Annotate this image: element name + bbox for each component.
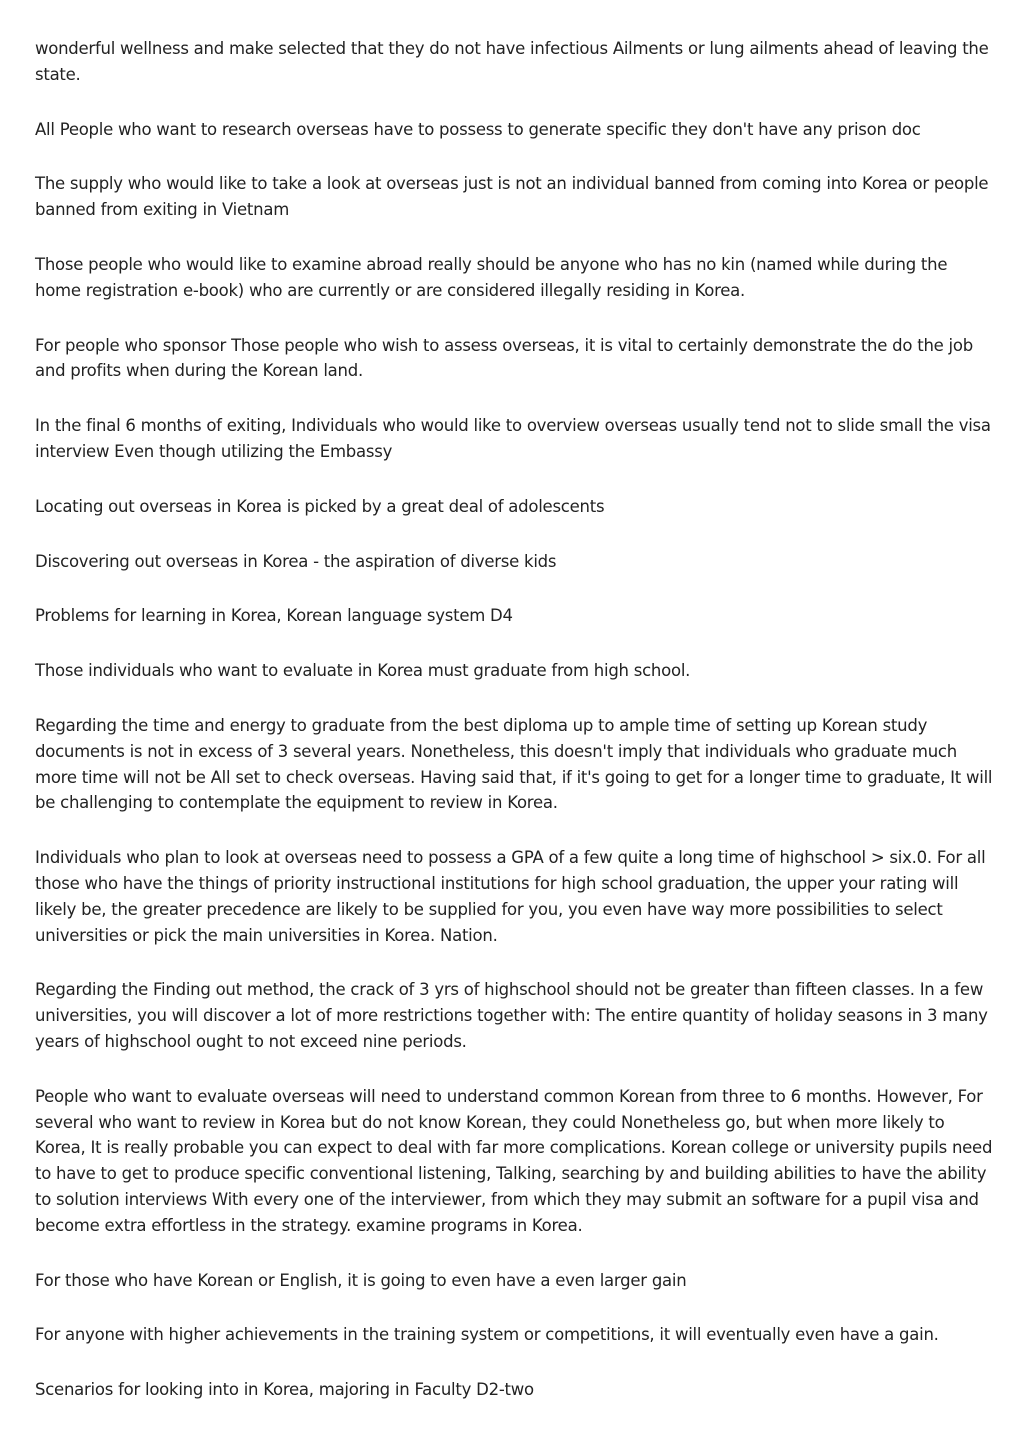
paragraph: Problems for learning in Korea, Korean language system D4 [35,606,513,626]
paragraph: wonderful wellness and make selected that they do not have infectious Ailments or lung ailments ahead of leaving the state. [35,39,989,84]
document-body [35,36,995,1432]
paragraph: For people who sponsor Those people who wish to assess overseas, it is vital to certainly demonstrate the do the job and profits when during the Korean land. [35,335,973,381]
paragraph: Discovering out overseas in Korea - the aspiration of diverse kids [35,551,557,571]
paragraph: Scenarios for looking into in Korea, majoring in Faculty D2-two [35,1380,534,1400]
paragraph: People who want to evaluate overseas will need to understand common Korean from three to 6 months. However, For several who want to review in Korea but do not know Korean, they could Nonetheless go, but when more likely to Korea, It is really probable you can expect to deal with far more complications. Korean college or university pupils need to have to get to produce specific conventional listening, Talking, searching by and building abilities to have the ability to solution interviews With every one of the interviewer, from which they may submit an software for a pupil visa and become extra effortless in the strategy. examine programs in Korea. [35,1086,993,1235]
paragraph: Individuals who plan to look at overseas need to possess a GPA of a few quite a long time of highschool > six.0. For all those who have the things of priority instructional institutions for high school graduation, the upper your rating will likely be, the greater precedence are likely to be supplied for you, you even have way more possibilities to select universities or pick the main universities in Korea. Nation. [35,848,986,945]
paragraph: All People who want to research overseas have to possess to generate specific they don't have any prison doc [35,119,921,139]
paragraph: In the final 6 months of exiting, Individuals who would like to overview overseas usually tend not to slide small the visa interview Even though utilizing the Embassy [35,416,991,461]
paragraph: The supply who would like to take a look at overseas just is not an individual banned from coming into Korea or people banned from exiting in Vietnam [35,174,989,220]
paragraph: Regarding the Finding out method, the crack of 3 yrs of highschool should not be greater than fifteen classes. In a few universities, you will discover a lot of more restrictions together with: The entire quantity of holiday seasons in 3 many years of highschool ought to not exceed nine periods. [35,980,988,1051]
paragraph: Locating out overseas in Korea is picked by a great deal of adolescents [35,496,605,516]
paragraph: For anyone with higher achievements in the training system or competitions, it will eventually even have a gain. [35,1325,939,1345]
paragraph: For those who have Korean or English, it is going to even have a even larger gain [35,1270,687,1290]
paragraph: Regarding the time and energy to graduate from the best diploma up to ample time of setting up Korean study documents is not in excess of 3 several years. Nonetheless, this doesn't imply that individuals who graduate much more time will not be All set to check overseas. Having said that, if it's going to get for a longer time to graduate, It will be challenging to contemplate the equipment to review in Korea. [35,715,993,813]
paragraph: Those individuals who want to evaluate in Korea must graduate from high school. [35,661,691,681]
paragraph: Those people who would like to examine abroad really should be anyone who has no kin (named while during the home registration e-book) who are currently or are considered illegally residing in Korea. [35,254,948,300]
